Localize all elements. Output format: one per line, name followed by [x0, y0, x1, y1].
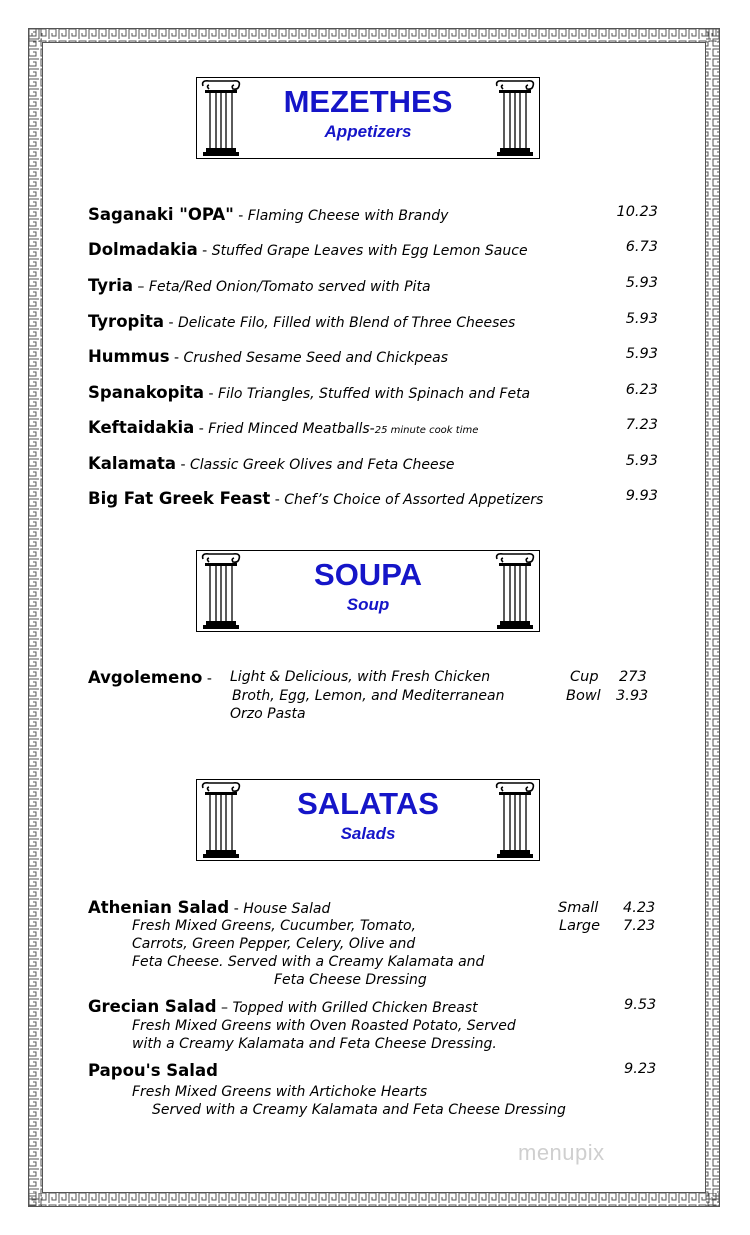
item-description: Orzo Pasta — [230, 706, 306, 722]
section-subtitle: Soup — [346, 595, 390, 614]
item-price: 9.93 — [625, 488, 658, 504]
section-title: SOUPA — [314, 557, 422, 592]
section-header-salatas — [196, 779, 540, 861]
item-price: 4.23 — [623, 900, 656, 916]
item-price: 5.93 — [625, 275, 658, 291]
item-name: Keftaidakia — [88, 418, 195, 437]
watermark: menupix — [518, 1140, 605, 1165]
item-description: with a Creamy Kalamata and Feta Cheese Dressing. — [132, 1036, 497, 1052]
item-name: Spanakopita — [88, 383, 205, 402]
item-description: Feta/Red Onion/Tomato served with Pita — [148, 279, 431, 295]
appetizer-item: Tyropita - Delicate Filo, Filled with Blend of Three Cheeses — [88, 312, 516, 331]
item-name: Tyria — [88, 276, 133, 295]
item-name: Tyropita — [88, 312, 165, 331]
item-name: Dolmadakia — [88, 240, 198, 259]
section-header-soupa — [196, 550, 540, 632]
item-description: Delicate Filo, Filled with Blend of Three Cheeses — [177, 315, 516, 331]
item-description: Crushed Sesame Seed and Chickpeas — [183, 350, 449, 366]
item-description: Feta Cheese. Served with a Creamy Kalamata and — [132, 954, 485, 970]
item-price: 3.93 — [616, 688, 649, 704]
section-header-mezethes — [196, 77, 540, 159]
item-name: Big Fat Greek Feast — [88, 489, 271, 508]
section-title: SALATAS — [297, 786, 439, 821]
size-label: Bowl — [566, 688, 601, 704]
section-subtitle: Appetizers — [324, 122, 412, 141]
item-price: 6.73 — [625, 239, 658, 255]
section-title: MEZETHES — [283, 84, 453, 119]
item-price: 10.23 — [616, 204, 658, 220]
cook-time-note: 25 minute cook time — [374, 425, 479, 436]
item-price: 9.23 — [624, 1061, 657, 1077]
appetizer-item: Keftaidakia - Fried Minced Meatballs-25 minute cook time — [88, 418, 479, 437]
item-price: 273 — [619, 669, 647, 685]
item-description: Fried Minced Meatballs- — [208, 421, 375, 437]
item-description: Feta Cheese Dressing — [274, 972, 427, 988]
item-description: Fresh Mixed Greens, Cucumber, Tomato, — [132, 918, 416, 934]
item-description: Light & Delicious, with Fresh Chicken — [230, 669, 491, 685]
item-description: Stuffed Grape Leaves with Egg Lemon Sauce — [211, 243, 528, 259]
item-name: Kalamata — [88, 454, 177, 473]
appetizer-item: Hummus - Crushed Sesame Seed and Chickpeas — [88, 347, 449, 366]
appetizer-item: Spanakopita - Filo Triangles, Stuffed with Spinach and Feta — [88, 383, 531, 402]
item-price: 5.93 — [625, 346, 658, 362]
appetizer-item: Big Fat Greek Feast - Chef’s Choice of Assorted Appetizers — [88, 489, 544, 508]
appetizer-item: Saganaki "OPA" - Flaming Cheese with Brandy — [88, 205, 449, 224]
item-price: 5.93 — [625, 311, 658, 327]
item-description: Fresh Mixed Greens with Artichoke Hearts — [132, 1084, 428, 1100]
size-label: Cup — [570, 669, 599, 685]
item-price: 7.23 — [623, 918, 656, 934]
item-description: House Salad — [243, 901, 331, 917]
item-description: Served with a Creamy Kalamata and Feta Cheese Dressing — [152, 1102, 566, 1118]
appetizer-item: Dolmadakia - Stuffed Grape Leaves with Egg Lemon Sauce — [88, 240, 528, 259]
item-name: Grecian Salad — [88, 997, 217, 1016]
item-price: 5.93 — [625, 453, 658, 469]
item-name: Athenian Salad — [88, 898, 230, 917]
item-name: Avgolemeno — [88, 668, 203, 687]
item-description: Carrots, Green Pepper, Celery, Olive and — [132, 936, 416, 952]
item-description: Filo Triangles, Stuffed with Spinach and Feta — [218, 386, 531, 402]
appetizer-item: Tyria – Feta/Red Onion/Tomato served with Pita — [88, 276, 431, 295]
item-name: Saganaki "OPA" — [88, 205, 234, 224]
item-description: Chef’s Choice of Assorted Appetizers — [284, 492, 544, 508]
size-label: Large — [559, 918, 601, 934]
item-description: Broth, Egg, Lemon, and Mediterranean — [232, 688, 505, 704]
item-description: Fresh Mixed Greens with Oven Roasted Potato, Served — [132, 1018, 516, 1034]
item-price: 9.53 — [624, 997, 657, 1013]
item-description: Classic Greek Olives and Feta Cheese — [190, 457, 455, 473]
size-label: Small — [558, 900, 599, 916]
item-name: Papou's Salad — [88, 1061, 218, 1080]
item-name: Hummus — [88, 347, 170, 366]
section-subtitle: Salads — [340, 824, 396, 843]
item-price: 7.23 — [625, 417, 658, 433]
appetizer-item: Kalamata - Classic Greek Olives and Feta Cheese — [88, 454, 455, 473]
item-price: 6.23 — [625, 382, 658, 398]
item-description: Flaming Cheese with Brandy — [247, 208, 449, 224]
item-description: Topped with Grilled Chicken Breast — [232, 1000, 478, 1016]
